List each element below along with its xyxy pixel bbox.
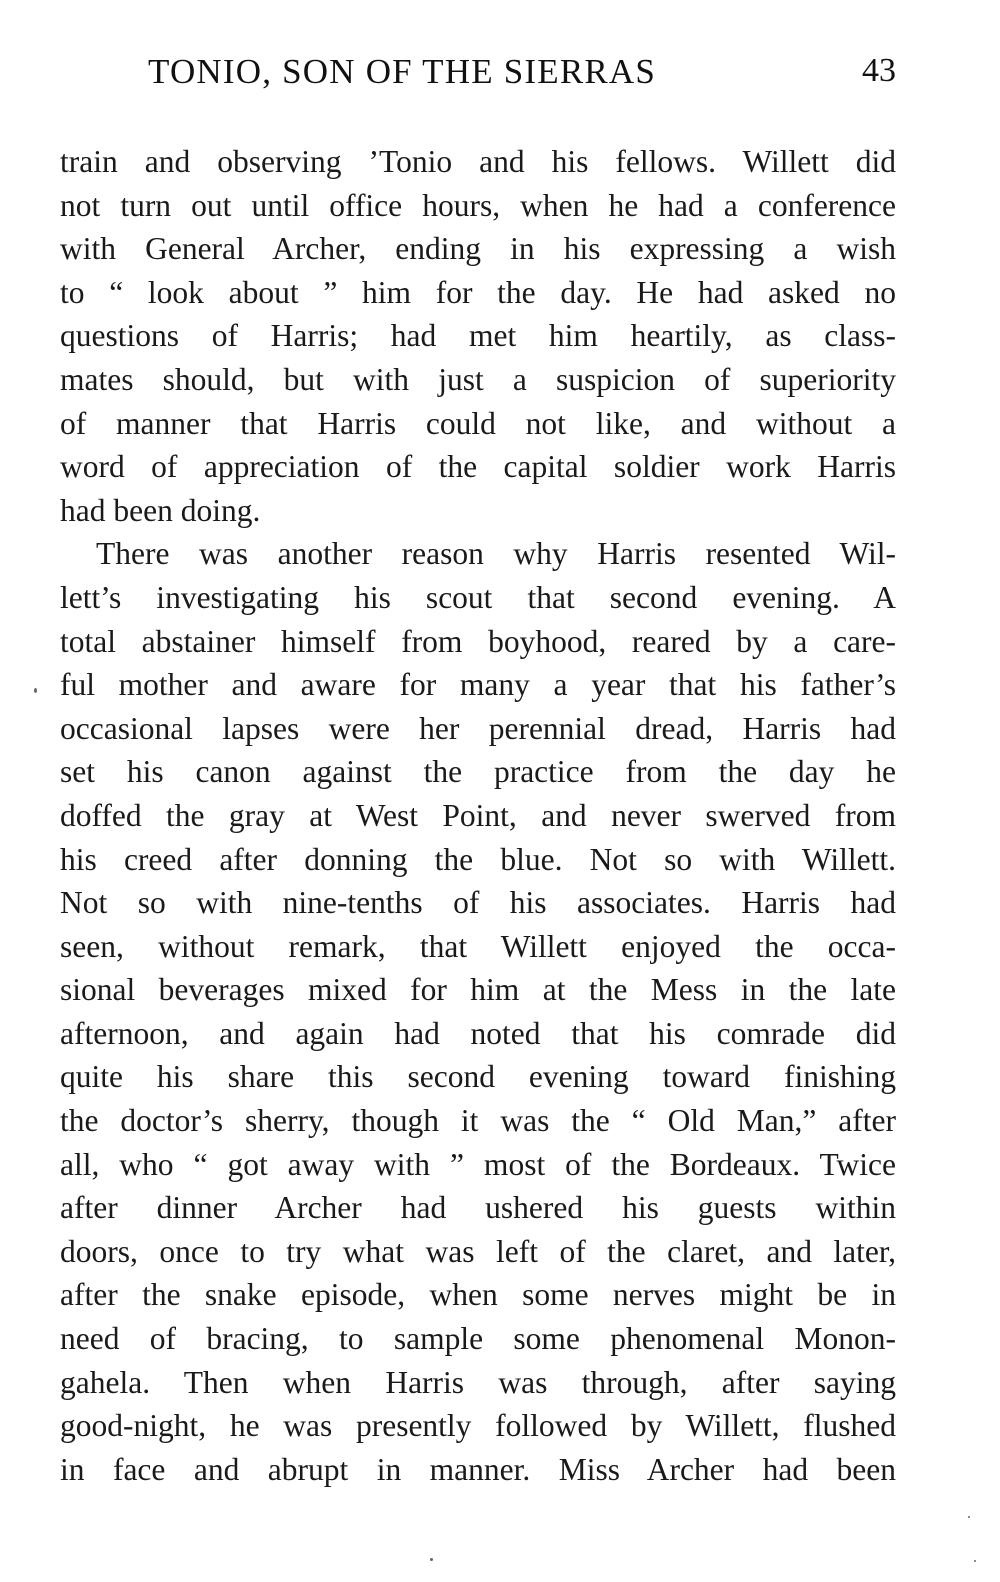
text-line: gahela. Then when Harris was through, after saying [60, 1364, 896, 1400]
text-line: with General Archer, ending in his expressing a wish [60, 231, 896, 267]
text-line: occasional lapses were her perennial dread, Harris had [60, 710, 896, 746]
paragraph-end-line: had been doing. [60, 492, 261, 528]
text-line: quite his share this second evening toward finishing [60, 1059, 896, 1095]
text-line: not turn out until office hours, when he had a conference [60, 187, 896, 223]
scan-speck [974, 1560, 976, 1562]
scan-speck [34, 688, 37, 693]
text-line: after the snake episode, when some nerves might be in [60, 1277, 896, 1313]
text-line: in face and abrupt in manner. Miss Archer had been [60, 1451, 896, 1487]
scan-speck [968, 1516, 970, 1518]
text-line: of manner that Harris could not like, and without a [60, 405, 896, 441]
text-line: doors, once to try what was left of the claret, and later, [60, 1233, 896, 1269]
text-line: sional beverages mixed for him at the Mess in the late [60, 972, 896, 1008]
text-line: word of appreciation of the capital soldier work Harris [60, 449, 896, 485]
text-line: Not so with nine-tenths of his associates. Harris had [60, 885, 896, 921]
text-line: set his canon against the practice from the day he [60, 754, 896, 790]
text-line: train and observing ’Tonio and his fellows. Willett did [60, 144, 896, 179]
text-line: afternoon, and again had noted that his comrade did [60, 1015, 896, 1051]
text-line: ful mother and aware for many a year that his father’s [60, 667, 896, 703]
text-line: need of bracing, to sample some phenomenal Monon- [60, 1321, 896, 1357]
text-line: good-night, he was presently followed by Willett, flushed [60, 1408, 896, 1444]
text-line: his creed after donning the blue. Not so with Willett. [60, 841, 896, 877]
running-head [60, 52, 896, 102]
text-line: questions of Harris; had met him heartily, as class- [60, 318, 896, 354]
text-line: after dinner Archer had ushered his guests within [60, 1190, 896, 1226]
body-text [60, 140, 896, 1491]
text-line: to “ look about ” him for the day. He had asked no [60, 274, 896, 310]
text-line: lett’s investigating his scout that second evening. A [60, 579, 896, 615]
text-line: mates should, but with just a suspicion of superiority [60, 361, 896, 397]
running-title: TONIO, SON OF THE SIERRAS [148, 52, 657, 91]
text-line: seen, without remark, that Willett enjoyed the occa- [60, 928, 896, 964]
page-number: 43 [862, 52, 896, 89]
text-line: the doctor’s sherry, though it was the “ Old Man,” after [60, 1103, 896, 1139]
text-line: total abstainer himself from boyhood, reared by a care- [60, 623, 896, 659]
text-line: all, who “ got away with ” most of the Bordeaux. Twice [60, 1146, 896, 1182]
text-line: doffed the gray at West Point, and never swerved from [60, 797, 896, 833]
paragraph-start-line: There was another reason why Harris resented Wil- [96, 536, 896, 572]
scan-speck [430, 1558, 433, 1561]
